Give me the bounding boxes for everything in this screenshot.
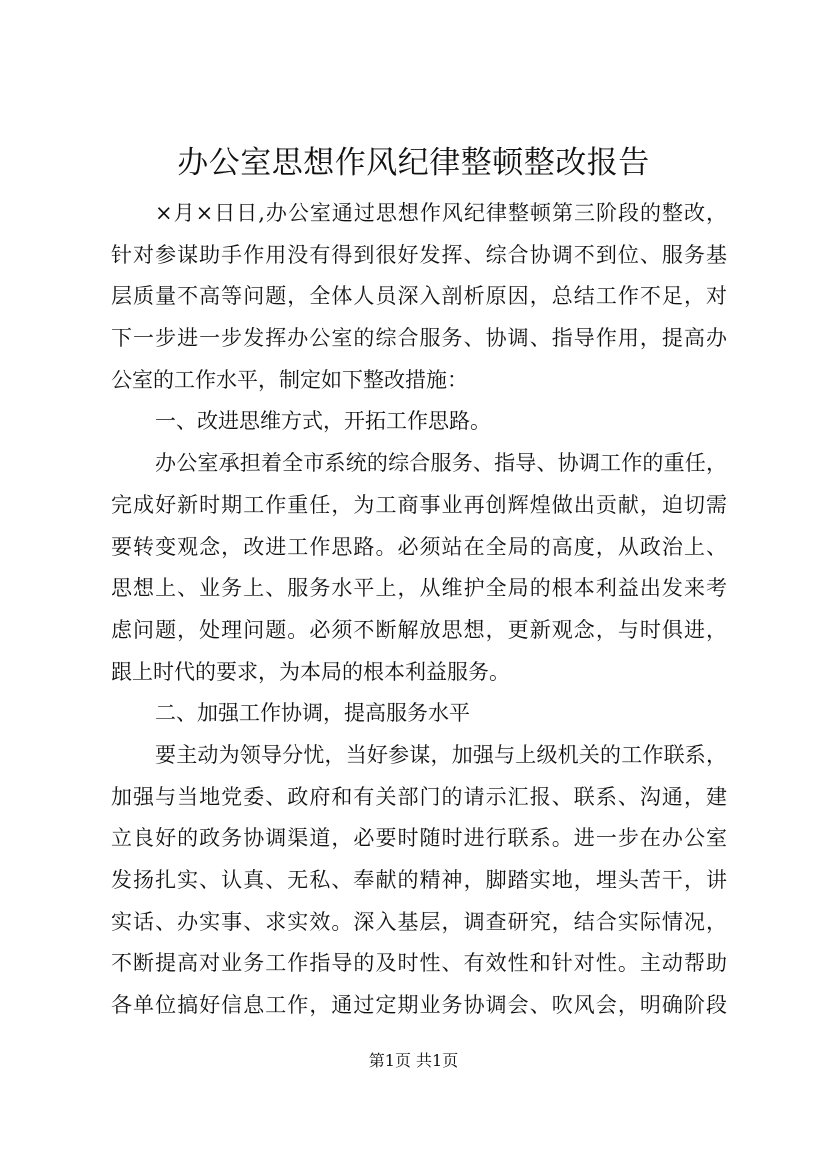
- paragraph-line: 立良好的政务协调渠道，必要时随时进行联系。进一步在办公室: [111, 826, 727, 851]
- paragraph-line: 跟上时代的要求，为本局的根本利益服务。: [111, 659, 510, 684]
- paragraph-line: 完成好新时期工作重任，为工商事业再创辉煌做出贡献，迫切需: [111, 492, 727, 517]
- section-heading: 二、加强工作协调，提高服务水平: [155, 701, 470, 726]
- paragraph-line: 虑问题，处理问题。必须不断解放思想，更新观念，与时俱进，: [111, 617, 727, 642]
- paragraph-line: 要转变观念，改进工作思路。必须站在全局的高度，从政治上、: [111, 534, 727, 559]
- document-title: 办公室思想作风纪律整顿整改报告: [177, 145, 650, 181]
- document-body: [111, 193, 727, 1027]
- paragraph-line: 要主动为领导分忧，当好参谋，加强与上级机关的工作联系，: [155, 742, 727, 767]
- paragraph-line: ×月×日日,办公室通过思想作风纪律整顿第三阶段的整改，: [155, 201, 727, 225]
- paragraph-line: 针对参谋助手作用没有得到很好发挥、综合协调不到位、服务基: [111, 242, 727, 267]
- paragraph-line: 思想上、业务上、服务水平上，从维护全局的根本利益出发来考: [111, 576, 727, 601]
- page-number: 第1页 共1页: [368, 1051, 459, 1070]
- paragraph-line: 加强与当地党委、政府和有关部门的请示汇报、联系、沟通，建: [111, 784, 727, 809]
- section-heading: 一、改进思维方式，开拓工作思路。: [155, 409, 491, 434]
- paragraph-line: 实话、办实事、求实效。深入基层，调查研究，结合实际情况，: [111, 909, 727, 934]
- paragraph-line: 办公室承担着全市系统的综合服务、指导、协调工作的重任，: [155, 451, 727, 476]
- paragraph-line: 各单位搞好信息工作，通过定期业务协调会、吹风会，明确阶段: [111, 993, 727, 1018]
- paragraph-line: 不断提高对业务工作指导的及时性、有效性和针对性。主动帮助: [111, 951, 727, 976]
- paragraph-line: 层质量不高等问题，全体人员深入剖析原因，总结工作不足，对: [111, 284, 727, 309]
- paragraph-line: 发扬扎实、认真、无私、奉献的精神，脚踏实地，埋头苦干，讲: [111, 868, 727, 892]
- paragraph-line: 下一步进一步发挥办公室的综合服务、协调、指导作用，提高办: [111, 326, 727, 351]
- paragraph-line: 公室的工作水平，制定如下整改措施：: [111, 367, 468, 392]
